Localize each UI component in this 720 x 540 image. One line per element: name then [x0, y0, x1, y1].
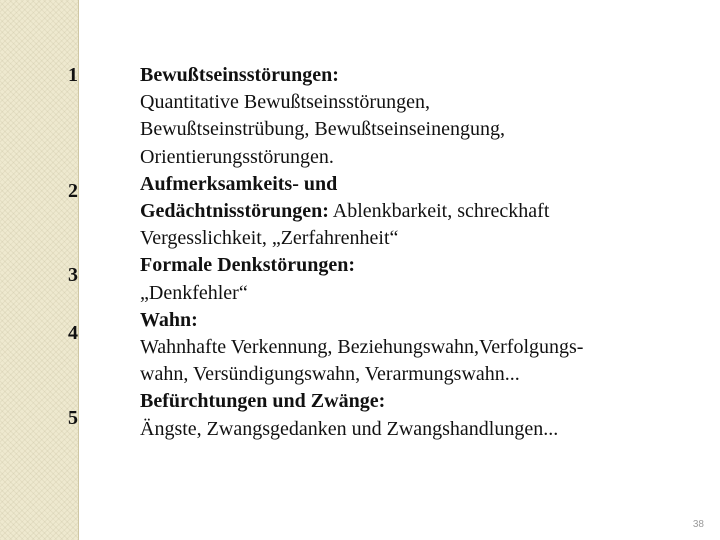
text-line-mixed — [140, 198, 700, 225]
text-line: Orientierungsstörungen. — [140, 145, 334, 168]
heading-bewusstseinsstoerungen: Bewußtseinsstörungen: — [140, 64, 339, 86]
heading-befuerchtungen: Befürchtungen und Zwänge: — [140, 390, 386, 413]
item-number-1: 1 — [68, 64, 78, 86]
text-line: wahn, Versündigungswahn, Verarmungswahn... — [140, 363, 520, 386]
page-number: 38 — [692, 519, 704, 530]
slide-body — [140, 62, 700, 443]
item-number-2: 2 — [68, 180, 78, 202]
text-line: Quantitative Bewußtseinsstörungen, — [140, 91, 430, 114]
text-line: „Denkfehler“ — [140, 281, 248, 304]
item-number-3: 3 — [68, 264, 78, 286]
item-number-4: 4 — [68, 322, 78, 344]
heading-aufmerksamkeit: Aufmerksamkeits- und — [140, 172, 338, 195]
text-line: Vergesslichkeit, „Zerfahrenheit“ — [140, 227, 399, 250]
heading-wahn: Wahn: — [140, 308, 198, 331]
heading-formale-denkstoerungen: Formale Denkstörungen: — [140, 254, 355, 277]
heading-gedaechtnisstoerungen: Gedächtnisstörungen: — [140, 200, 329, 223]
text-line: Wahnhafte Verkennung, Beziehungswahn,Verfolgungs- — [140, 336, 584, 359]
text-line: Ängste, Zwangsgedanken und Zwangshandlungen... — [140, 417, 559, 440]
text-line: Bewußtseinstrübung, Bewußtseinseinengung, — [140, 118, 505, 141]
text-line: Ablenkbarkeit, schreckhaft — [328, 200, 550, 223]
item-number-5: 5 — [68, 407, 78, 429]
